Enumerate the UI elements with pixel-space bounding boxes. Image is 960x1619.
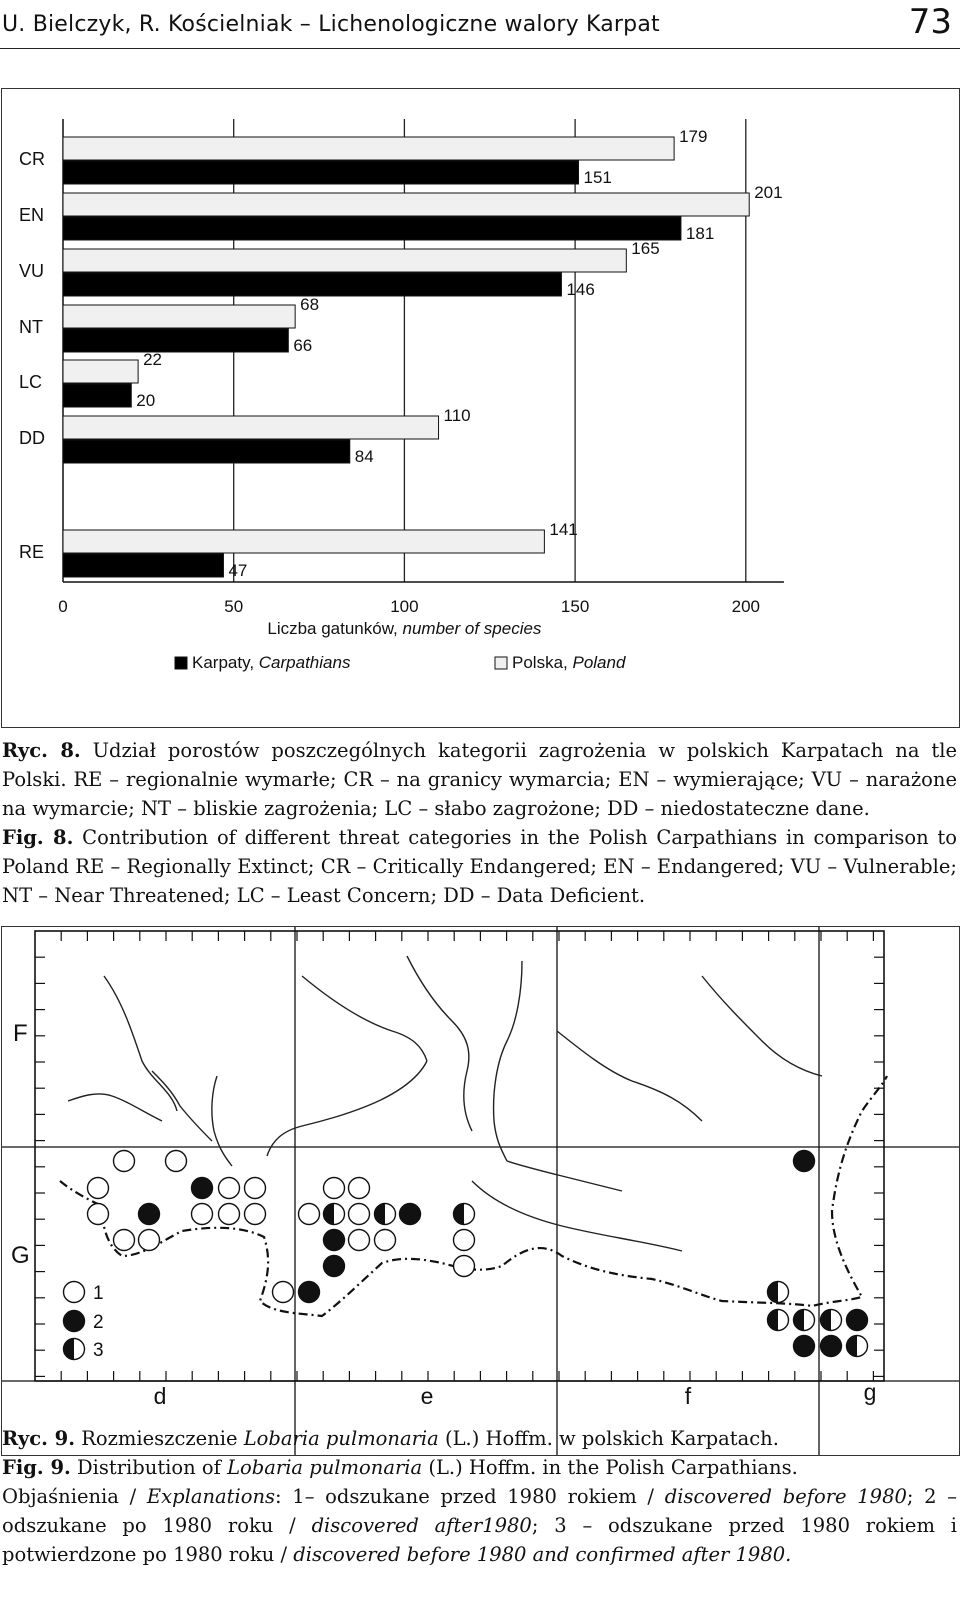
marker-open (299, 1204, 320, 1225)
bar-poland (63, 530, 544, 553)
marker-half (768, 1282, 789, 1303)
caption-fig9-en (2, 1453, 957, 1482)
marker-half (821, 1310, 842, 1331)
tick-label: 100 (390, 597, 419, 616)
marker-filled (794, 1336, 815, 1357)
data-label: 165 (631, 239, 660, 258)
category-label: NT (19, 317, 43, 337)
column-label: f (684, 1383, 692, 1409)
marker-filled (139, 1204, 160, 1225)
bar-poland (63, 360, 138, 383)
category-label: CR (19, 149, 45, 169)
data-label: 47 (228, 561, 248, 580)
river (557, 1031, 702, 1121)
row-label: G (11, 1242, 30, 1269)
bar-poland (63, 416, 439, 439)
marker-open (273, 1282, 294, 1303)
river (152, 1071, 212, 1141)
data-label: 68 (300, 295, 320, 314)
tick-label: 50 (224, 597, 244, 616)
legend-open-circle (64, 1282, 85, 1303)
caption-fig8-pl-text: Udział porostów poszczególnych kategorii zagrożenia w polskich Karpatach na tle Polski. RE – regionalnie wymarłe; CR – na granicy wymarcia; EN – wymierające; VU – narażone na wymarcie; NT – bliskie zagrożenia; LC – słabo zagrożone; DD – niedostateczne dane. (2, 739, 957, 820)
river (267, 1061, 427, 1156)
caption-figure-8 (2, 736, 957, 910)
category-label: EN (19, 205, 45, 225)
category-label: LC (19, 372, 43, 392)
bar-carpathians (63, 440, 350, 463)
legend-swatch (495, 657, 507, 669)
legend-half-circle (64, 1339, 85, 1360)
caption-fig9-en-text: Distribution of (70, 1456, 228, 1479)
species-name: Lobaria pulmonaria (243, 1427, 439, 1450)
bar-poland (63, 305, 295, 328)
data-label: 22 (143, 350, 163, 369)
marker-half (768, 1310, 789, 1331)
caption-fig8-en-text: Contribution of different threat categories in the Polish Carpathians in comparison to Poland RE – Regionally Extinct; CR – Critically Endangered; EN – Endangered; VU – Vulnerable; NT – Near Threatened; LC – Least Concern; DD – Data Deficient. (2, 826, 957, 907)
caption-fig9-pl-text-2: (L.) Hoffm. w polskich Karpatach. (438, 1427, 779, 1450)
marker-open (139, 1230, 160, 1251)
marker-open (245, 1204, 266, 1225)
marker-filled (821, 1336, 842, 1357)
page-number: 73 (908, 2, 952, 42)
marker-filled (400, 1204, 421, 1225)
category-label: RE (19, 542, 45, 562)
river (212, 1076, 232, 1166)
caption-fig9-en-label: Fig. 9. (2, 1456, 71, 1479)
bar-carpathians (63, 329, 288, 352)
tick-label: 0 (58, 597, 68, 616)
data-label: 201 (754, 183, 783, 202)
caption-fig9-pl-text: Rozmieszczenie (75, 1427, 244, 1450)
expl-text-7: ; 3 – odszukane przed 1980 rokiem i potwierdzone po 1980 roku / (2, 1514, 958, 1566)
page-header (0, 0, 960, 49)
x-axis-label-plain: Liczba gatunków, (267, 619, 403, 638)
x-axis-label (267, 619, 542, 638)
caption-fig9-pl-label: Ryc. 9. (2, 1427, 76, 1450)
caption-fig9-pl (2, 1424, 957, 1453)
marker-filled (794, 1151, 815, 1172)
map-frame (35, 931, 884, 1381)
legend-label-plain: Karpaty, (192, 653, 259, 672)
row-label: F (13, 1020, 28, 1047)
legend-swatch (175, 657, 187, 669)
marker-open (219, 1204, 240, 1225)
caption-figure-9 (2, 1424, 957, 1569)
legend-label: 3 (93, 1340, 104, 1361)
legend-label (512, 653, 626, 672)
bar-carpathians (63, 217, 681, 240)
marker-open (375, 1230, 396, 1251)
data-label: 141 (549, 520, 578, 539)
column-label: e (420, 1383, 434, 1409)
distribution-map (2, 927, 959, 1455)
column-label: g (863, 1379, 877, 1405)
marker-open (88, 1178, 109, 1199)
bar-chart (2, 89, 959, 727)
river (472, 1181, 682, 1251)
tick-label: 200 (731, 597, 760, 616)
data-label: 20 (136, 391, 156, 410)
data-label: 151 (583, 168, 612, 187)
expl-text-1: Objaśnienia / (2, 1485, 147, 1508)
marker-filled (324, 1230, 345, 1251)
bar-poland (63, 137, 674, 160)
marker-open (192, 1204, 213, 1225)
legend-label (192, 653, 351, 672)
expl-text-3: : 1– odszukane przed 1980 rokiem / (275, 1485, 665, 1508)
caption-fig8-en (2, 823, 957, 910)
legend-filled-circle (64, 1311, 85, 1332)
data-label: 181 (685, 224, 715, 243)
marker-half (375, 1204, 396, 1225)
caption-fig8-pl (2, 736, 957, 823)
expl-text-4: discovered before 1980 (664, 1485, 907, 1508)
legend-label: 1 (93, 1283, 104, 1304)
rivers (68, 956, 822, 1251)
data-label: 179 (679, 127, 708, 146)
marker-open (454, 1230, 475, 1251)
legend-label: 2 (93, 1312, 104, 1333)
legend-label-italic: Carpathians (258, 653, 351, 672)
category-label: DD (19, 428, 45, 448)
data-label: 146 (566, 280, 595, 299)
marker-open (349, 1204, 370, 1225)
species-name-en: Lobaria pulmonaria (227, 1456, 423, 1479)
expl-text-8: discovered before 1980 and confirmed after 1980. (293, 1543, 792, 1566)
legend-label-italic: Poland (572, 653, 626, 672)
bar-carpathians (63, 161, 579, 184)
data-label: 110 (443, 406, 471, 425)
bar-poland (63, 249, 626, 272)
marker-filled (192, 1178, 213, 1199)
marker-open (114, 1230, 135, 1251)
marker-open (454, 1256, 475, 1277)
bar-carpathians (63, 554, 223, 577)
river (702, 976, 822, 1076)
occurrence-markers (88, 1151, 868, 1357)
marker-half (324, 1204, 345, 1225)
marker-open (166, 1151, 187, 1172)
expl-text-5: ; 2 – odszukane po 1980 roku / (2, 1485, 958, 1537)
bar-carpathians (63, 273, 561, 296)
marker-open (219, 1178, 240, 1199)
data-label: 66 (293, 336, 313, 355)
marker-half (454, 1204, 475, 1225)
data-label: 84 (354, 447, 374, 466)
caption-fig9-en-text-2: (L.) Hoffm. in the Polish Carpathians. (422, 1456, 798, 1479)
caption-fig9-explanations (2, 1482, 957, 1569)
figure-9-map (1, 926, 960, 1456)
map-legend (64, 1282, 104, 1362)
bar-carpathians (63, 384, 131, 407)
figure-8-chart (1, 88, 960, 728)
river (302, 976, 427, 1061)
caption-fig8-en-label: Fig. 8. (2, 826, 74, 849)
marker-filled (847, 1310, 868, 1331)
river (507, 1161, 622, 1191)
legend-label-plain: Polska, (512, 653, 573, 672)
marker-half (794, 1310, 815, 1331)
running-head: U. Bielczyk, R. Kościelniak – Lichenologiczne walory Karpat (2, 12, 660, 37)
bar-poland (63, 193, 749, 216)
marker-open (114, 1151, 135, 1172)
marker-open (349, 1230, 370, 1251)
caption-fig8-pl-label: Ryc. 8. (2, 739, 81, 762)
river (104, 976, 177, 1111)
expl-text-2: Explanations (146, 1485, 276, 1508)
expl-text-6: discovered after1980 (311, 1514, 532, 1537)
marker-half (847, 1336, 868, 1357)
marker-filled (324, 1256, 345, 1277)
river (68, 1094, 162, 1121)
tick-label: 150 (560, 597, 590, 616)
x-axis-label-italic: number of species (402, 619, 542, 638)
category-label: VU (19, 261, 45, 281)
marker-open (349, 1178, 370, 1199)
marker-open (324, 1178, 345, 1199)
marker-open (88, 1204, 109, 1225)
column-label: d (153, 1383, 167, 1409)
marker-open (245, 1178, 266, 1199)
marker-filled (299, 1282, 320, 1303)
river (494, 961, 522, 1161)
